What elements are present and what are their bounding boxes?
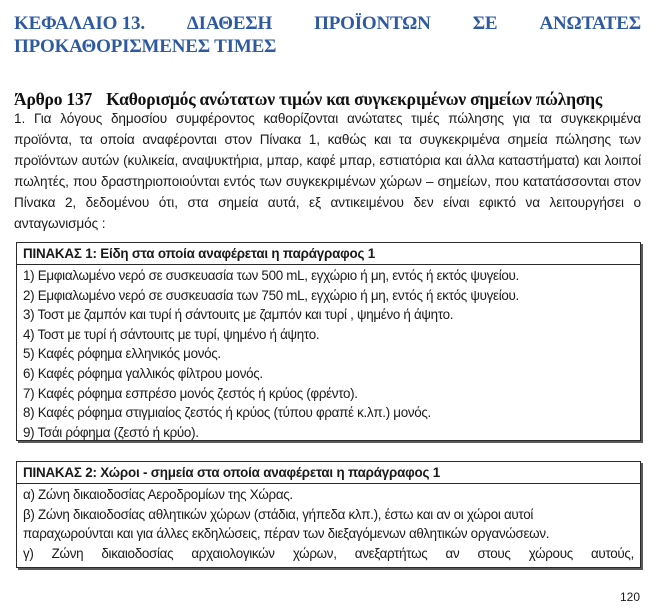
table-body xyxy=(17,265,640,442)
chapter-word: ΔΙΑΘΕΣΗ xyxy=(186,13,273,34)
chapter-word: ΠΡΟΪΟΝΤΩΝ xyxy=(314,13,431,34)
chapter-title-line2: ΠΡΟΚΑΘΟΡΙΣΜΕΝΕΣ ΤΙΜΕΣ xyxy=(14,36,277,57)
table-row: 3) Τοστ με ζαμπόν και τυρί ή σάντουιτς με ζαμπόν και τυρί , ψημένο ή άψητο. xyxy=(23,307,454,323)
chapter-word: ΑΝΩΤΑΤΕΣ xyxy=(539,13,641,34)
table-row: 8) Καφές ρόφημα στιγμιαίος ζεστός ή κρύος (τύπου φραπέ κ.λπ.) μονός. xyxy=(23,405,431,421)
table-locations xyxy=(16,461,641,568)
table-row: 4) Τοστ με τυρί ή σάντουιτς με τυρί, ψημένο ή άψητο. xyxy=(23,326,320,342)
table-row: β) Ζώνη δικαιοδοσίας αθλητικών χώρων (στάδια, γήπεδα κλπ.), έστω και αν οι χώροι αυτοί xyxy=(23,506,534,522)
table-row: 6) Καφές ρόφημα γαλλικός φίλτρου μονός. xyxy=(23,365,263,381)
table-row: παραχωρούνται και για άλλες εκδηλώσεις, πέραν των διεξαγόμενων αθλητικών οργανώσεων. xyxy=(23,526,550,542)
article-heading xyxy=(14,88,602,110)
table-header: ΠΙΝΑΚΑΣ 1: Είδη στα οποία αναφέρεται η παράγραφος 1 xyxy=(17,243,640,265)
table-row: 7) Καφές ρόφημα εσπρέσο μονός ζεστός ή κρύος (φρέντο). xyxy=(23,385,358,401)
page-number: 120 xyxy=(619,590,640,604)
article-title: Καθορισμός ανώτατων τιμών και συγκεκριμένων σημείων πώλησης xyxy=(106,89,603,109)
table-row: 9) Τσάι ρόφημα (ζεστό ή κρύο). xyxy=(23,424,199,440)
table-row: γ) Ζώνη δικαιοδοσίας αρχαιολογικών χώρων, ανεξαρτήτως αν στους χώρους αυτούς, xyxy=(23,545,634,561)
table-products xyxy=(16,242,641,441)
chapter-title-line1 xyxy=(14,12,641,35)
chapter-title xyxy=(14,12,641,58)
table-row: 5) Καφές ρόφημα ελληνικός μονός. xyxy=(23,346,221,362)
table-row: 2) Εμφιαλωμένο νερό σε συσκευασία των 750 mL, εγχώριο ή μη, εντός ή εκτός ψυγείου. xyxy=(23,287,519,303)
table-row: 1) Εμφιαλωμένο νερό σε συσκευασία των 500 mL, εγχώριο ή μη, εντός ή εκτός ψυγείου. xyxy=(23,268,519,283)
table-row: α) Ζώνη δικαιοδοσίας Αεροδρομίων της Χώρας. xyxy=(23,487,293,502)
article-number: Άρθρο 137 xyxy=(14,89,93,109)
chapter-word: ΚΕΦΑΛΑΙΟ 13. xyxy=(14,13,145,34)
table-body xyxy=(17,484,640,563)
article-paragraph: 1. Για λόγους δημοσίου συμφέροντος καθορίζονται ανώτατες τιμές πώλησης για τα συγκεκριμένα προϊόντα, τα οποία αναφέρονται στον Πίνακα 1, καθώς και τα συγκεκριμένα σημεία πώλησης των προϊόντων αυτών (κυλικεία, αναψυκτήρια, μπαρ, καφέ μπαρ, εστιατόρια και άλλα καταστήματα) και λοιποί πωλητές, που δραστηριοποιούνται εντός των συγκεκριμένων χώρων – σημείων, που κατατάσσονται στον Πίνακα 2, δεδομένου ότι, στα σημεία αυτά, εξ αντικειμένου δεν είναι εφικτό να λειτουργήσει ο ανταγωνισμός : xyxy=(14,111,641,231)
chapter-word: ΣΕ xyxy=(472,13,498,34)
table-header: ΠΙΝΑΚΑΣ 2: Χώροι - σημεία στα οποία αναφέρεται η παράγραφος 1 xyxy=(17,462,640,484)
